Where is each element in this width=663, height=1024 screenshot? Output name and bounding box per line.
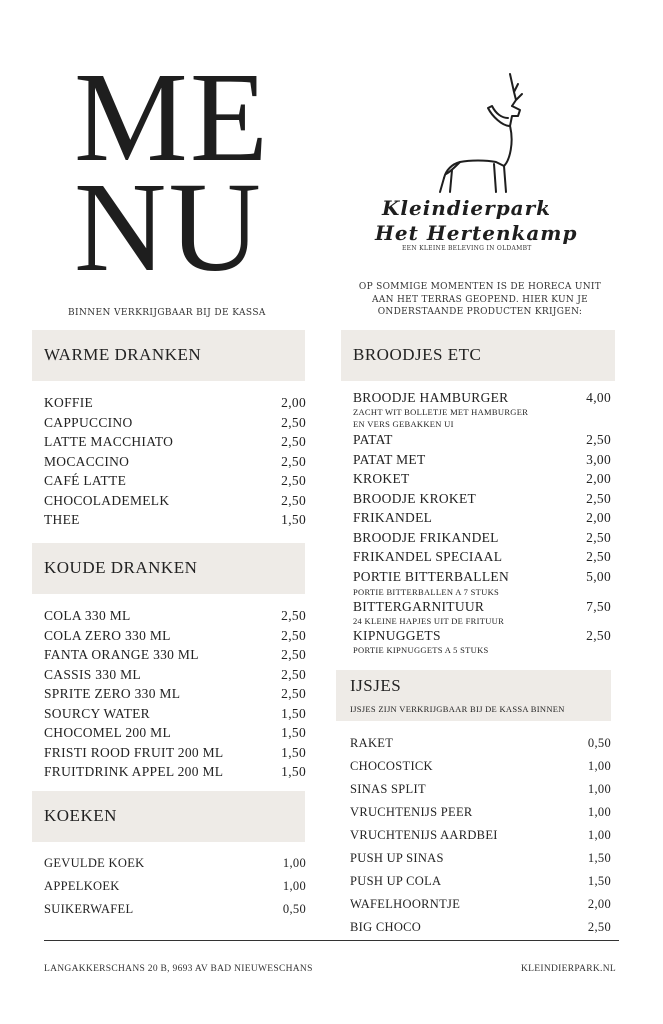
menu-title-line2: NU <box>74 156 263 298</box>
item-price: 1,00 <box>587 782 611 796</box>
list-item <box>350 778 611 801</box>
list-item <box>44 626 306 646</box>
list-item <box>44 471 306 491</box>
logo-line1: Kleindierpark <box>382 196 552 220</box>
list-item <box>44 723 306 743</box>
item-name: WAFELHOORNTJE <box>350 897 461 911</box>
item-name: FRIKANDEL <box>353 510 433 525</box>
section-title: IJSJES <box>350 676 402 695</box>
item-name: SPRITE ZERO 330 ML <box>44 686 181 701</box>
list-item <box>44 606 306 626</box>
item-name: VRUCHTENIJS AARDBEI <box>350 828 498 842</box>
footer-divider <box>44 940 619 941</box>
koude-dranken-list <box>44 606 306 782</box>
item-price: 1,00 <box>282 856 306 870</box>
item-description: ZACHT WIT BOLLETJE MET HAMBURGER <box>353 407 529 417</box>
list-item <box>353 627 611 644</box>
list-item <box>44 684 306 704</box>
list-item <box>350 824 611 847</box>
item-price: 2,50 <box>281 492 306 508</box>
item-name: VRUCHTENIJS PEER <box>350 805 473 819</box>
item-price: 1,00 <box>587 828 611 842</box>
section-title: BROODJES ETC <box>353 345 482 364</box>
item-name: SOURCY WATER <box>44 705 150 721</box>
list-item <box>353 598 611 615</box>
list-item <box>44 510 306 530</box>
item-name: COLA ZERO 330 ML <box>44 627 171 643</box>
deer-logo-icon <box>430 70 530 195</box>
menu-title-line1: ME <box>74 46 270 188</box>
item-price: 1,00 <box>587 805 611 819</box>
item-price: 2,00 <box>586 471 611 486</box>
item-price: 2,50 <box>281 414 306 430</box>
item-price: 1,50 <box>281 725 306 740</box>
warme-dranken-header <box>32 330 305 381</box>
list-item <box>353 469 611 489</box>
list-item <box>353 389 611 406</box>
item-price: 2,50 <box>281 686 306 701</box>
section-title: KOUDE DRANKEN <box>44 558 198 577</box>
item-price: 1,00 <box>282 879 306 893</box>
item-name: PATAT <box>353 432 393 447</box>
list-item <box>44 432 306 452</box>
item-name: FANTA ORANGE 330 ML <box>44 647 199 662</box>
section-title: WARME DRANKEN <box>44 345 202 364</box>
list-item <box>44 413 306 433</box>
item-name: SUIKERWAFEL <box>44 902 134 916</box>
notice-line: ONDERSTAANDE PRODUCTEN KRIJGEN: <box>377 307 583 317</box>
list-item <box>44 452 306 472</box>
list-item <box>353 489 611 509</box>
item-name: MOCACCINO <box>44 453 130 469</box>
item-price: 0,50 <box>587 736 611 750</box>
item-price: 2,50 <box>586 432 611 447</box>
list-item <box>350 732 611 755</box>
koeken-header <box>32 791 305 842</box>
warme-dranken-list <box>44 393 306 530</box>
horeca-notice <box>340 281 620 319</box>
list-item <box>350 916 611 939</box>
item-name: BROODJE KROKET <box>353 490 477 506</box>
item-price: 4,00 <box>586 390 611 405</box>
footer-website[interactable]: KLEINDIERPARK.NL <box>521 964 616 974</box>
notice-line: OP SOMMIGE MOMENTEN IS DE HORECA UNIT <box>358 282 602 292</box>
item-price: 2,50 <box>281 608 306 623</box>
list-item <box>353 547 611 567</box>
broodjes-list <box>353 389 611 656</box>
item-name: CAFÉ LATTE <box>44 473 127 488</box>
item-price: 2,50 <box>281 647 306 662</box>
list-item <box>353 450 611 470</box>
item-name: APPELKOEK <box>44 879 120 893</box>
item-price: 1,50 <box>587 851 611 865</box>
list-item <box>350 755 611 778</box>
item-name: RAKET <box>350 736 394 750</box>
item-price: 1,00 <box>587 759 611 773</box>
item-price: 1,50 <box>281 512 306 527</box>
item-price: 2,00 <box>586 510 611 525</box>
list-item <box>44 704 306 724</box>
item-description: PORTIE KIPNUGGETS A 5 STUKS <box>353 645 489 655</box>
ijsjes-list <box>350 732 611 939</box>
item-price: 7,50 <box>586 599 611 614</box>
ijsjes-subtitle: IJSJES ZIJN VERKRIJGBAAR BIJ DE KASSA BINNEN <box>350 704 565 714</box>
koude-dranken-header <box>32 543 305 594</box>
item-name: CHOCOLADEMELK <box>44 492 170 508</box>
logo-tagline: EEN KLEINE BELEVING IN OLDAMBT <box>402 245 532 252</box>
list-item <box>44 491 306 511</box>
item-name: BIG CHOCO <box>350 920 422 934</box>
logo-line2: Het Hertenkamp <box>375 221 578 245</box>
ijsjes-header <box>336 670 611 721</box>
item-name: PUSH UP COLA <box>350 874 442 888</box>
item-price: 0,50 <box>282 902 306 916</box>
item-description: 24 KLEINE HAPJES UIT DE FRITUUR <box>353 616 505 626</box>
list-item <box>350 847 611 870</box>
item-price: 2,50 <box>587 920 611 934</box>
item-price: 1,50 <box>281 705 306 721</box>
list-item <box>44 898 306 921</box>
item-price: 2,50 <box>281 473 306 488</box>
item-name: BITTERGARNITUUR <box>353 599 485 614</box>
item-name: KIPNUGGETS <box>353 628 441 643</box>
item-name: LATTE MACCHIATO <box>44 434 174 449</box>
item-name: GEVULDE KOEK <box>44 856 145 870</box>
kassa-note: BINNEN VERKRIJGBAAR BIJ DE KASSA <box>68 308 266 318</box>
item-price: 2,50 <box>586 549 611 564</box>
item-price: 1,50 <box>281 764 306 779</box>
list-item <box>353 567 611 587</box>
item-name: CHOCOSTICK <box>350 759 433 773</box>
item-description: PORTIE BITTERBALLEN A 7 STUKS <box>353 587 500 597</box>
item-name: BROODJE FRIKANDEL <box>353 529 499 545</box>
item-name: FRISTI ROOD FRUIT 200 ML <box>44 744 224 760</box>
item-name: SINAS SPLIT <box>350 782 426 796</box>
item-name: KOFFIE <box>44 395 94 410</box>
item-name: COLA 330 ML <box>44 608 131 623</box>
item-price: 2,50 <box>586 490 611 506</box>
item-name: FRIKANDEL SPECIAAL <box>353 549 503 564</box>
list-item <box>44 665 306 685</box>
item-price: 3,00 <box>586 451 611 467</box>
item-name: PORTIE BITTERBALLEN <box>353 568 509 584</box>
list-item <box>44 393 306 413</box>
item-price: 2,50 <box>586 628 611 643</box>
notice-line: AAN HET TERRAS GEOPEND. HIER KUN JE <box>372 294 588 305</box>
koeken-list <box>44 852 306 921</box>
item-name: THEE <box>44 512 80 527</box>
item-name: KROKET <box>353 471 410 486</box>
broodjes-header <box>341 330 615 381</box>
list-item <box>44 762 306 782</box>
list-item <box>44 875 306 898</box>
item-description: EN VERS GEBAKKEN UI <box>353 419 454 429</box>
list-item <box>44 743 306 763</box>
item-price: 2,50 <box>281 666 306 682</box>
list-item <box>350 870 611 893</box>
list-item <box>353 508 611 528</box>
item-price: 2,50 <box>281 453 306 469</box>
section-title: KOEKEN <box>44 806 117 825</box>
item-price: 1,50 <box>281 744 306 760</box>
item-price: 2,50 <box>281 627 306 643</box>
list-item <box>350 801 611 824</box>
item-name: BROODJE HAMBURGER <box>353 390 509 405</box>
item-name: PUSH UP SINAS <box>350 851 444 865</box>
list-item <box>353 430 611 450</box>
list-item <box>44 645 306 665</box>
item-name: CASSIS 330 ML <box>44 666 141 682</box>
list-item <box>353 528 611 548</box>
item-price: 5,00 <box>586 568 611 584</box>
item-name: PATAT MET <box>353 451 426 467</box>
item-name: CAPPUCCINO <box>44 414 133 430</box>
item-name: FRUITDRINK APPEL 200 ML <box>44 764 224 779</box>
item-price: 2,50 <box>586 529 611 545</box>
footer-address: LANGAKKERSCHANS 20 B, 9693 AV BAD NIEUWESCHANS <box>44 964 313 974</box>
list-item <box>44 852 306 875</box>
item-price: 2,50 <box>281 434 306 449</box>
list-item <box>350 893 611 916</box>
item-price: 2,00 <box>587 897 611 911</box>
item-price: 2,00 <box>281 395 306 410</box>
item-name: CHOCOMEL 200 ML <box>44 725 172 740</box>
item-price: 1,50 <box>587 874 611 888</box>
